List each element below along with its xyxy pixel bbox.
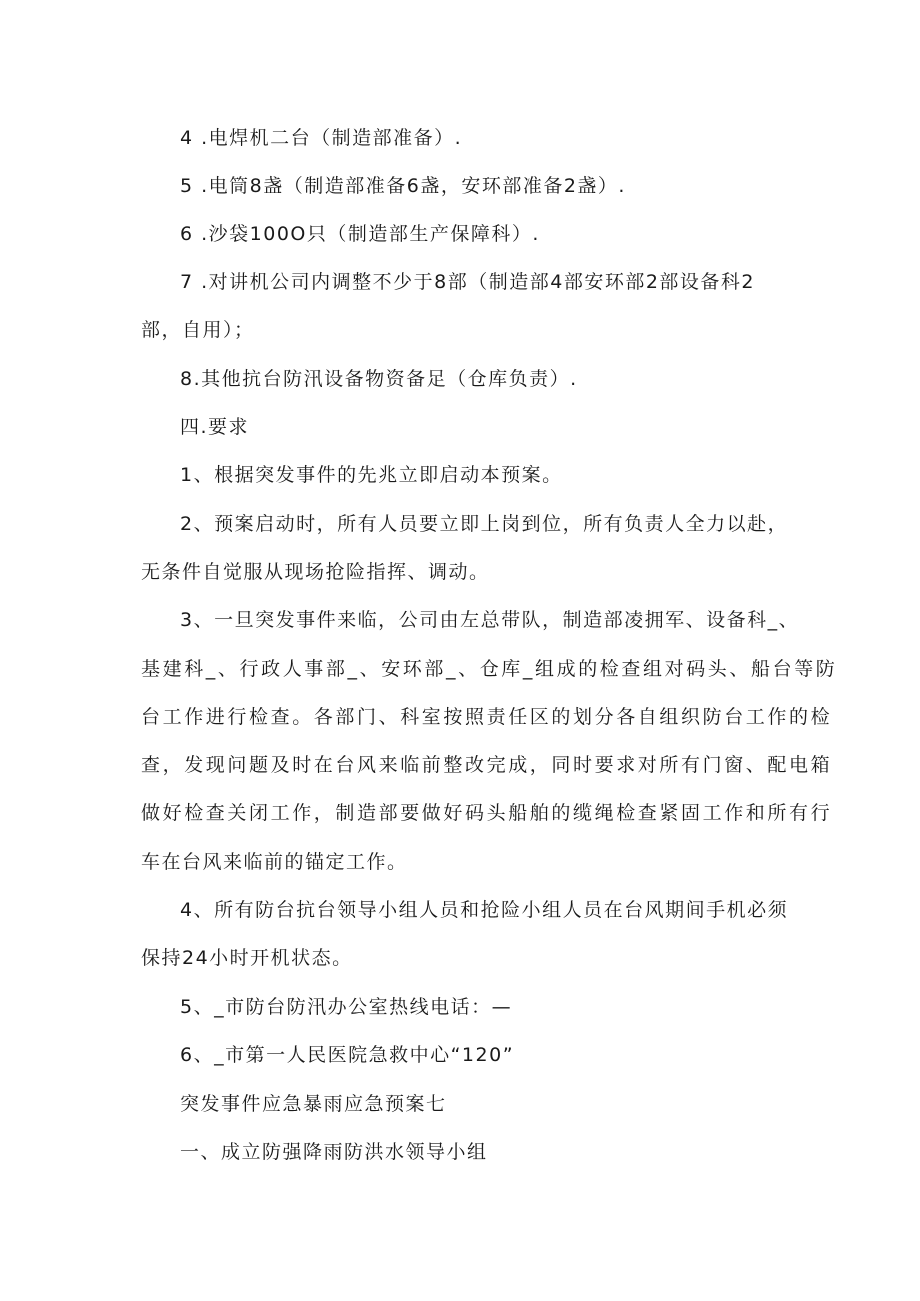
paragraph-line: 3、一旦突发事件来临，公司由左总带队，制造部凌拥军、设备科_、 [180,609,800,631]
paragraph-line: 4、所有防台抗台领导小组人员和抢险小组人员在台风期间手机必须 [180,899,789,921]
paragraph-line: 台工作进行检查。各部门、科室按照责任区的划分各自组织防台工作的检 [141,706,833,728]
list-item: 6 .沙袋100O只（制造部生产保障科）. [180,223,540,245]
section-heading: 一、成立防强降雨防洪水领导小组 [180,1141,488,1163]
paragraph-line: 5、_市防台防汛办公室热线电话：— [180,996,513,1018]
list-item: 5 .电筒8盏（制造部准备6盏，安环部准备2盏）. [180,175,626,197]
list-item: 7 .对讲机公司内调整不少于8部（制造部4部安环部2部设备科2 [180,271,756,293]
section-heading: 四.要求 [180,416,250,438]
list-item-continuation: 部，自用）； [141,319,255,341]
paragraph-line: 查，发现问题及时在台风来临前整改完成，同时要求对所有门窗、配电箱 [141,754,833,776]
paragraph-line: 保持24小时开机状态。 [141,947,353,969]
paragraph-line: 做好检查关闭工作，制造部要做好码头船舶的缆绳检查紧固工作和所有行 [141,802,833,824]
list-item: 8.其他抗台防汛设备物资备足（仓库负责）. [180,368,578,390]
paragraph-line: 1、根据突发事件的先兆立即启动本预案。 [180,464,563,486]
paragraph-line: 2、预案启动时，所有人员要立即上岗到位，所有负责人全力以赴， [180,513,789,535]
paragraph-line: 基建科_、行政人事部_、安环部_、仓库_组成的检查组对码头、船台等防 [141,658,838,680]
section-title: 突发事件应急暴雨应急预案七 [180,1093,447,1115]
paragraph-line: 6、_市第一人民医院急救中心“120” [180,1044,515,1066]
list-item: 4 .电焊机二台（制造部准备）. [180,127,463,149]
paragraph-line: 车在台风来临前的锚定工作。 [141,851,408,873]
paragraph-line: 无条件自觉服从现场抢险指挥、调动。 [141,561,490,583]
